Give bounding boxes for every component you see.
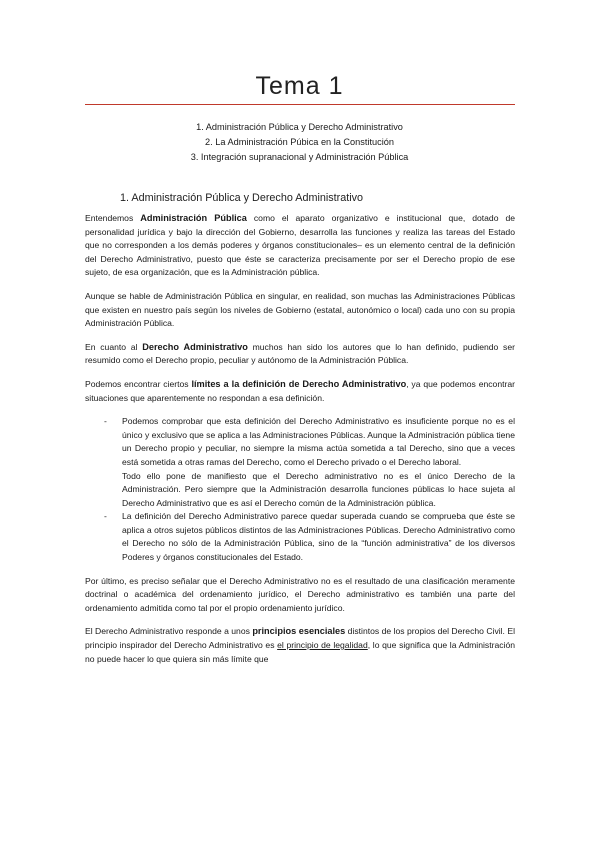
bold-term: Derecho Administrativo: [142, 341, 248, 352]
paragraph-text: distintos de los propios del Derecho Civil. El principio inspirador del Derecho Administrativo es: [85, 626, 515, 651]
list-item-text: La definición del Derecho Administrativo parece quedar superada cuando se comprueba que éste se aplica a otros sujetos públicos distintos de las Administraciones Públicas. Derecho Administrativo como el Derecho no sólo de la Administración Pública, sino de la “función administrativa” de los diversos Poderes y órganos constitucionales del Estado.: [122, 511, 515, 563]
document-body: [85, 212, 515, 676]
list-item: [85, 510, 515, 564]
table-of-contents: [0, 120, 599, 165]
bold-term: Administración Pública: [140, 213, 247, 223]
toc-item: 1. Administración Pública y Derecho Administrativo: [196, 122, 403, 132]
paragraph-4: [85, 378, 515, 405]
paragraph-text: Podemos encontrar ciertos: [85, 378, 192, 389]
bullet-dash: -: [104, 511, 107, 522]
paragraph-text: , lo que significa que la Administración no puede hacer lo que quiera sin más límite que: [85, 640, 515, 664]
paragraph-text: En cuanto al: [85, 341, 143, 352]
bullet-list: [85, 415, 515, 565]
paragraph-text: , ya que podemos encontrar situaciones que aparentemente no respondan a esa definición.: [85, 378, 515, 403]
paragraph-6: [85, 625, 515, 666]
list-item-text: Podemos comprobar que esta definición del Derecho Administrativo es insuficiente porque no es el único y exclusivo que se aplica a las Administraciones Públicas. Aunque la Administración pública tiene un Derecho propio y peculiar, no siempre la misma actúa sometida a tal Derecho, sino que a veces está sometida a otras ramas del Derecho, como el Derecho privado o el Derecho laboral.: [122, 416, 515, 467]
paragraph-text: El Derecho Administrativo responde a unos: [85, 626, 253, 637]
toc-item: 3. Integración supranacional y Administración Pública: [190, 152, 409, 162]
list-item-text: Todo ello pone de manifiesto que el Derecho administrativo no es el único Derecho de la Administración. Pero siempre que la Administración desarrolla funciones públicas lo hace sujeta al Derecho Administrativo que es así el Derecho común de la Administración pública.: [122, 470, 515, 508]
toc-item: 2. La Administración Púbica en la Constitución: [205, 137, 394, 147]
paragraph-text: Entendemos: [85, 213, 141, 223]
section-heading: 1. Administración Pública y Derecho Administrativo: [120, 192, 364, 204]
title-underline-rule: [85, 104, 515, 105]
list-item: [85, 415, 515, 510]
bold-term: principios esenciales: [252, 626, 346, 637]
paragraph-5: Por último, es preciso señalar que el Derecho Administrativo no es el resultado de una clasificación meramente doctrinal o académica del ordenamiento jurídico, el Derecho administrativo es también una parte del ordenamiento admitida como tal por el propio ordenamiento jurídico.: [85, 575, 515, 613]
bullet-dash: -: [104, 416, 107, 427]
page-title: Tema 1: [255, 72, 344, 100]
bold-term: límites a la definición de Derecho Administrativo: [191, 378, 407, 389]
paragraph-1: [85, 212, 515, 280]
paragraph-text: muchos han sido los autores que lo han definido, pudiendo ser resumido como el Derecho propio, peculiar y autónomo de la Administración Pública.: [85, 341, 515, 366]
paragraph-2: Aunque se hable de Administración Pública en singular, en realidad, son muchas las Administraciones Públicas que existen en nuestro país según los niveles de Gobierno (estatal, autonómico o local) cada uno con su propia Administración Pública.: [85, 290, 515, 329]
underlined-term: el principio de legalidad: [277, 640, 368, 651]
paragraph-text: como el aparato organizativo e institucional que, dotado de personalidad jurídica y bajo la dirección del Gobierno, desarrolla las funciones y realiza las tareas del Estado que no corresponden a los demás poderes y órganos constitucionales– es un elemento central de la definición del Derecho Administrativo, puesto que éste se caracteriza precisamente por ser el Derecho propio de ese sujeto, de esa organización, que es la Administración pública.: [85, 213, 515, 278]
paragraph-3: [85, 341, 515, 368]
